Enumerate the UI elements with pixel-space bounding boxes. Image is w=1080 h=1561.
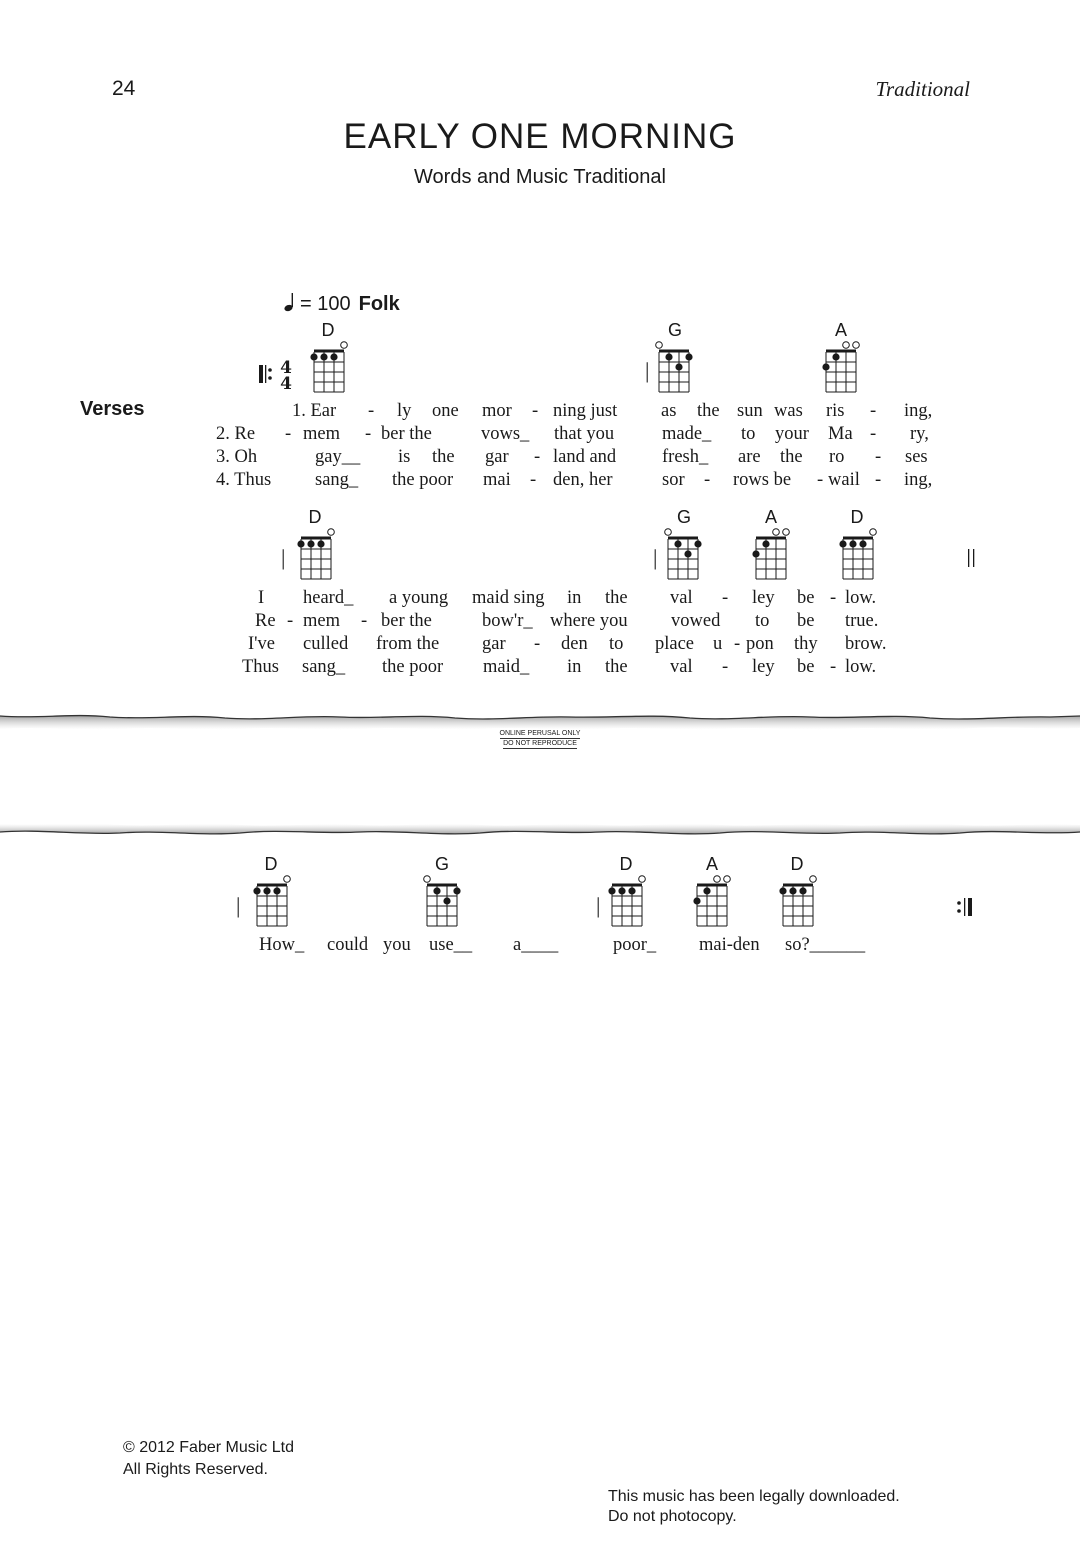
lyric-syllable: a young [389,588,449,608]
lyric-syllable: gar [485,447,509,467]
finger-dot-icon [608,887,615,894]
lyric-syllable: sang_ [302,657,346,677]
finger-dot-icon [310,353,317,360]
finger-dot-icon [253,887,260,894]
chord-diagram-d [839,527,887,588]
lyric-hyphen: - [534,634,541,654]
tempo-bpm: = 100 [300,293,351,315]
finger-dot-icon [694,540,701,547]
lyric-hyphen: - [734,634,741,654]
open-string-icon [714,876,721,883]
finger-dot-icon [263,887,270,894]
lyric-syllable: heard_ [303,588,354,608]
lyric-syllable: to [609,634,624,654]
finger-dot-icon [849,540,856,547]
finger-dot-icon [433,887,440,894]
lyric-syllable: Thus [242,657,279,677]
lyric-syllable: one [432,401,459,421]
open-string-icon [773,529,780,536]
chord-nut [301,537,331,540]
lyric-syllable: ber the [381,611,432,631]
lyric-syllable: be [797,611,815,631]
lyric-syllable: mai [483,470,511,490]
copyright-line-1: © 2012 Faber Music Ltd [123,1439,294,1456]
lyric-syllable: Ma [828,424,853,444]
watermark-line-2: DO NOT REPRODUCE [503,740,577,747]
barline: | [645,358,650,383]
finger-dot-icon [685,353,692,360]
lyric-syllable: rows be [733,470,792,490]
page-number: 24 [112,77,136,100]
lyric-hyphen: - [704,470,711,490]
chord-nut [612,884,642,887]
open-string-icon [853,342,860,349]
repeat-thick-bar [259,365,263,383]
finger-dot-icon [443,897,450,904]
chord-diagram-g [664,527,712,588]
finger-dot-icon [273,887,280,894]
lyric-syllable: maid_ [483,657,530,677]
lyric-syllable: so?______ [785,935,866,955]
lyric-syllable: vowed [671,611,721,631]
open-string-icon [810,876,817,883]
repeat-dot-icon [268,376,272,380]
chord-nut [257,884,287,887]
lyric-syllable: ber the [381,424,432,444]
lyric-syllable: be [797,657,815,677]
open-string-icon [341,342,348,349]
lyric-syllable: fresh_ [662,447,709,467]
repeat-thick-bar [968,898,972,916]
song-title: EARLY ONE MORNING [343,117,737,156]
lyric-hyphen: - [530,470,537,490]
lyric-hyphen: - [817,470,824,490]
lyric-syllable: ley [752,657,775,677]
finger-dot-icon [752,550,759,557]
repeat-dot-icon [957,909,961,913]
legal-line-1: This music has been legally downloaded. [608,1488,900,1505]
lyric-syllable: place [655,634,695,654]
finger-dot-icon [832,353,839,360]
finger-dot-icon [693,897,700,904]
barline: | [653,545,658,570]
lyric-syllable: the poor [392,470,454,490]
lyric-syllable: mem [303,424,340,444]
finger-dot-icon [307,540,314,547]
lyric-syllable: ley [752,588,775,608]
lyric-syllable: I've [248,634,275,654]
chord-name-g: G [667,320,682,340]
lyric-hyphen: - [285,424,292,444]
lyric-hyphen: - [870,401,877,421]
lyric-syllable: in [567,657,582,677]
chord-diagram-d [310,340,358,401]
finger-dot-icon [674,540,681,547]
chord-diagram-a [752,527,800,588]
chord-diagram-d [779,874,827,935]
lyric-syllable: low. [845,588,877,608]
lyric-syllable: to [741,424,756,444]
finger-dot-icon [297,540,304,547]
lyric-syllable: be [797,588,815,608]
lyric-syllable: 4. Thus [216,470,272,490]
quarter-note-icon [284,292,296,312]
lyric-syllable: the poor [382,657,444,677]
lyric-syllable: val [670,657,693,677]
lyric-syllable: den [561,634,588,654]
finger-dot-icon [665,353,672,360]
chord-diagram-d [608,874,656,935]
finger-dot-icon [703,887,710,894]
finger-dot-icon [822,363,829,370]
lyric-syllable: sun [737,401,763,421]
lyric-hyphen: - [870,424,877,444]
chord-nut [314,350,344,353]
lyric-syllable: ses [905,447,928,467]
open-string-icon [665,529,672,536]
lyric-syllable: mai-den [699,935,760,955]
lyric-hyphen: - [875,447,882,467]
lyric-syllable: mor [482,401,512,421]
open-string-icon [639,876,646,883]
finger-dot-icon [618,887,625,894]
open-string-icon [870,529,877,536]
chord-nut [668,537,698,540]
chord-name-a: A [834,320,847,340]
chord-diagram-d [297,527,345,588]
chord-nut [659,350,689,353]
chord-name-g: G [434,854,449,874]
lyric-hyphen: - [722,588,729,608]
lyric-syllable: gar [482,634,506,654]
finger-dot-icon [799,887,806,894]
lyric-syllable: gay__ [315,447,361,467]
lyric-hyphen: - [875,470,882,490]
lyric-syllable: land and [553,447,617,467]
lyric-syllable: the [605,588,628,608]
lyric-syllable: vows_ [481,424,530,444]
copyright-notice [123,1437,294,1481]
chord-diagram-g [655,340,703,401]
lyric-syllable: ro [829,447,845,467]
lyric-hyphen: - [287,611,294,631]
lyric-syllable: I [258,588,265,608]
lyric-syllable: could [327,935,369,955]
finger-dot-icon [684,550,691,557]
lyric-syllable: the [780,447,803,467]
time-sig-top: 4 [280,358,292,378]
lyric-syllable: your [775,424,809,444]
open-string-icon [656,342,663,349]
lyric-hyphen: - [534,447,541,467]
lyric-syllable: the [697,401,720,421]
lyric-hyphen: - [365,424,372,444]
repeat-start-timesig [257,355,307,393]
lyric-hyphen: - [361,611,368,631]
lyric-syllable: sang_ [315,470,359,490]
watermark-line-1: ONLINE PERUSAL ONLY [499,730,581,737]
repeat-dot-icon [957,901,961,905]
chord-name-d: D [619,854,633,874]
finger-dot-icon [779,887,786,894]
lyric-syllable: 3. Oh [216,447,258,467]
lyric-syllable: Re [255,611,276,631]
lyric-syllable: is [398,447,411,467]
tempo-marking [284,292,400,316]
time-sig-bottom: 4 [280,374,292,393]
lyric-syllable: from the [376,634,440,654]
barline: | [596,893,601,918]
legal-notice [608,1487,900,1527]
chord-diagram-d [253,874,301,935]
attribution: Traditional [875,77,970,101]
repeat-thin-bar [265,365,266,383]
chord-nut [826,350,856,353]
finger-dot-icon [675,363,682,370]
lyric-syllable: was [774,401,803,421]
lyric-syllable: to [755,611,770,631]
lyric-syllable: made_ [662,424,712,444]
chord-name-a: A [764,507,777,527]
finger-dot-icon [330,353,337,360]
chord-name-d: D [850,507,864,527]
open-string-icon [843,342,850,349]
lyric-syllable: the [605,657,628,677]
chord-name-a: A [705,854,718,874]
repeat-end [956,894,978,920]
chord-nut [697,884,727,887]
chord-nut [843,537,873,540]
open-string-icon [724,876,731,883]
lyric-syllable: as [661,401,677,421]
lyric-hyphen: - [722,657,729,677]
lyric-syllable: How_ [259,935,305,955]
lyric-hyphen: - [532,401,539,421]
lyric-syllable: bow'r_ [482,611,533,631]
legal-line-2: Do not photocopy. [608,1508,737,1525]
tempo-style: Folk [358,293,400,315]
lyric-syllable: brow. [845,634,887,654]
lyric-syllable: thy [794,634,818,654]
chord-nut [756,537,786,540]
lyric-syllable: wail [828,470,860,490]
chord-nut [783,884,813,887]
lyric-syllable: true. [845,611,879,631]
lyric-syllable: mem [303,611,340,631]
finger-dot-icon [789,887,796,894]
lyric-syllable: are [738,447,761,467]
finger-dot-icon [628,887,635,894]
section-label: Verses [80,398,145,420]
copyright-line-2: All Rights Reserved. [123,1461,268,1478]
lyric-syllable: ly [397,401,412,421]
lyric-syllable: use__ [429,935,473,955]
lyric-syllable: in [567,588,582,608]
chord-diagram-g [423,874,471,935]
lyric-syllable: pon [746,634,774,654]
lyric-syllable: a____ [513,935,559,955]
finger-dot-icon [317,540,324,547]
lyric-syllable: 1. Ear [292,401,337,421]
chord-name-d: D [264,854,278,874]
lyric-syllable: u [713,634,723,654]
chord-name-d: D [308,507,322,527]
lyric-hyphen: - [830,588,837,608]
lyric-syllable: 2. Re [216,424,256,444]
song-subtitle: Words and Music Traditional [414,166,666,188]
lyric-syllable: ing, [904,470,933,490]
chord-name-g: G [676,507,691,527]
repeat-thin-bar [964,898,965,916]
lyric-syllable: the [432,447,455,467]
torn-edge-bottom [0,820,1080,844]
lyric-hyphen: - [830,657,837,677]
finger-dot-icon [453,887,460,894]
lyric-syllable: ris [826,401,845,421]
finger-dot-icon [320,353,327,360]
finger-dot-icon [859,540,866,547]
lyric-syllable: culled [303,634,349,654]
barline: | [236,893,241,918]
lyric-syllable: val [670,588,693,608]
chord-name-d: D [321,320,335,340]
barline: | [281,545,286,570]
double-barline [966,546,978,570]
lyric-syllable: ing, [904,401,933,421]
watermark [0,729,1080,749]
open-string-icon [284,876,291,883]
lyric-syllable: poor_ [613,935,657,955]
lyric-syllable: where you [550,611,628,631]
lyric-syllable: ry, [910,424,929,444]
chord-nut [427,884,457,887]
lyric-syllable: maid sing [472,588,545,608]
lyric-syllable: you [383,935,411,955]
finger-dot-icon [839,540,846,547]
open-string-icon [328,529,335,536]
finger-dot-icon [762,540,769,547]
open-string-icon [424,876,431,883]
chord-name-d: D [790,854,804,874]
lyric-syllable: den, her [553,470,613,490]
lyric-hyphen: - [368,401,375,421]
repeat-dot-icon [268,368,272,372]
lyric-syllable: sor [662,470,685,490]
lyric-syllable: low. [845,657,877,677]
lyric-syllable: that you [554,424,615,444]
chord-diagram-a [822,340,870,401]
chord-diagram-a [693,874,741,935]
lyric-syllable: ning just [553,401,618,421]
open-string-icon [783,529,790,536]
